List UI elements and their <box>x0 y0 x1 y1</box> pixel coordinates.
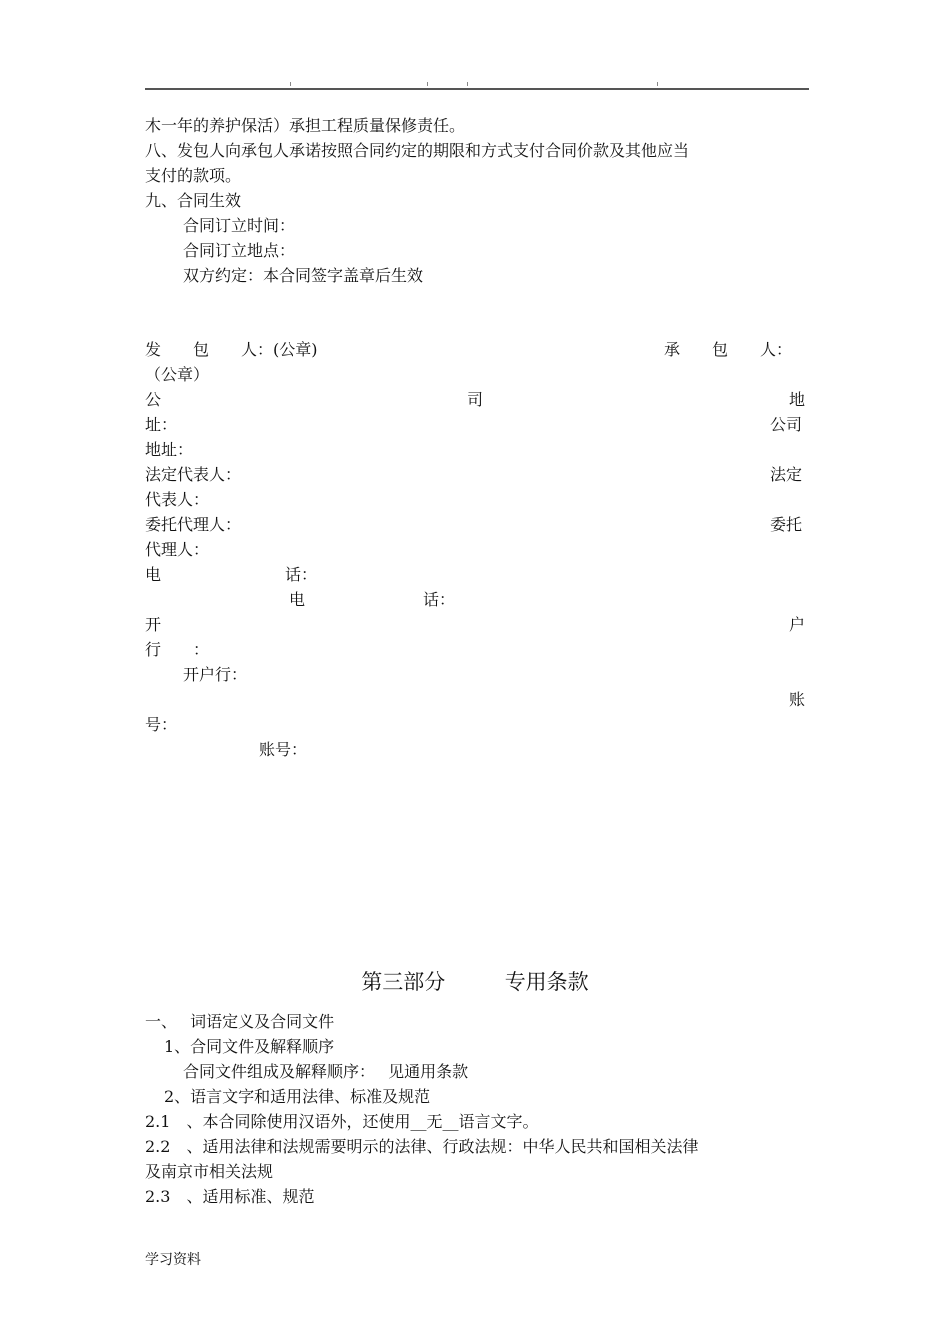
agent-label: 委托代理人： <box>145 515 242 534</box>
paragraph-line: 支付的款项。 <box>145 166 242 185</box>
header-tick <box>427 82 428 86</box>
paragraph-line: 2.2 、适用法律和法规需要明示的法律、行政法规：中华人民共和国相关法律 <box>145 1137 699 1156</box>
contract-place-label: 合同订立地点： <box>183 241 296 260</box>
header-tick <box>290 82 291 86</box>
paragraph-line: 及南京市相关法规 <box>145 1162 274 1181</box>
company-label: 司 <box>467 390 484 409</box>
paragraph-line: 2、语言文字和适用法律、标准及规范 <box>164 1087 431 1106</box>
effective-clause: 双方约定：本合同签字盖章后生效 <box>183 266 424 285</box>
paragraph-line: 合同文件组成及解释顺序： 见通用条款 <box>183 1062 469 1081</box>
agent-label: 代理人： <box>145 540 210 559</box>
phone-label: 话： <box>423 590 456 609</box>
account-label: 账 <box>789 690 806 709</box>
bank-label: 开 <box>145 615 162 634</box>
contract-date-label: 合同订立时间： <box>183 216 296 235</box>
phone-label: 话： <box>285 565 318 584</box>
address-label: 地址： <box>145 440 194 459</box>
bank-label: 户 <box>789 615 806 634</box>
paragraph-line: 2.3 、适用标准、规范 <box>145 1187 315 1206</box>
paragraph-line: 八、发包人向承包人承诺按照合同约定的期限和方式支付合同价款及其他应当 <box>145 141 690 160</box>
header-tick <box>467 82 468 86</box>
section-title <box>0 966 950 996</box>
address-label: 公司 <box>770 415 803 434</box>
agent-label: 委托 <box>770 515 803 534</box>
header-tick <box>657 82 658 86</box>
legal-rep-label: 代表人： <box>145 490 210 509</box>
company-label: 地 <box>789 390 806 409</box>
page-footer: 学习资料 <box>145 1252 201 1268</box>
account-label: 号： <box>145 715 178 734</box>
bank-label: 开户行： <box>183 665 248 684</box>
part-name: 专用条款 <box>504 970 589 994</box>
paragraph-line: 1、合同文件及解释顺序 <box>164 1037 335 1056</box>
contractor-label: 承 包 人： <box>664 340 793 359</box>
legal-rep-label: 法定代表人： <box>145 465 242 484</box>
section-heading: 九、合同生效 <box>145 191 242 210</box>
company-label: 公 <box>145 390 162 409</box>
bank-label: 行 ： <box>145 640 210 659</box>
header-rule <box>145 88 809 90</box>
paragraph-line: 木一年的养护保活）承担工程质量保修责任。 <box>145 116 466 135</box>
account-label: 账号： <box>259 740 308 759</box>
phone-label: 电 <box>145 565 162 584</box>
phone-label: 电 <box>289 590 306 609</box>
employer-label: 发 包 人：(公章) <box>145 340 318 359</box>
part-number: 第三部分 <box>361 970 446 994</box>
seal-label: （公章） <box>145 365 210 384</box>
address-label: 址： <box>145 415 178 434</box>
paragraph-line: 一、 词语定义及合同文件 <box>145 1012 335 1031</box>
legal-rep-label: 法定 <box>770 465 803 484</box>
paragraph-line: 2.1 、本合同除使用汉语外，还使用__无__语言文字。 <box>145 1112 539 1131</box>
